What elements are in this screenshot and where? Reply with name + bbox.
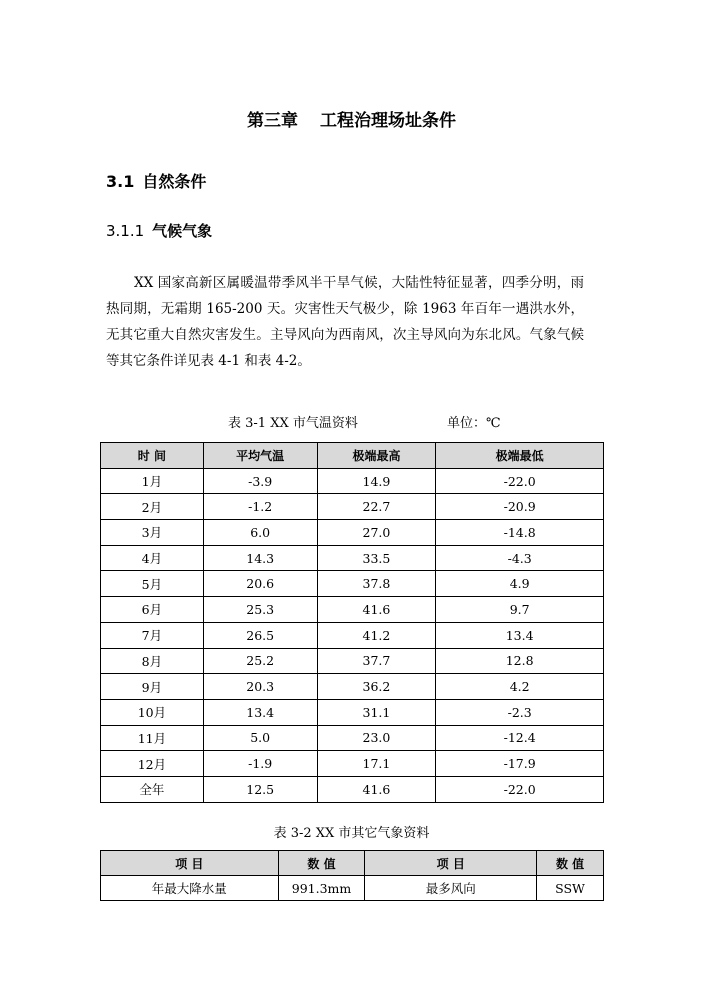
table-row xyxy=(101,520,604,546)
cell-month: 1月 xyxy=(101,468,204,494)
table-row xyxy=(101,751,604,777)
header-max-temp: 极端最高 xyxy=(317,443,436,469)
cell-min-temp: -12.4 xyxy=(436,725,604,751)
cell-avg-temp: 25.3 xyxy=(203,597,317,623)
cell-avg-temp: 13.4 xyxy=(203,699,317,725)
cell-month: 9月 xyxy=(101,674,204,700)
cell-max-temp: 37.8 xyxy=(317,571,436,597)
header-item: 项 目 xyxy=(365,851,537,876)
table1-unit: 单位：℃ xyxy=(447,416,501,431)
table-row xyxy=(101,597,604,623)
section-heading xyxy=(106,169,206,192)
cell-max-temp: 36.2 xyxy=(317,674,436,700)
cell-min-temp: -20.9 xyxy=(436,494,604,520)
cell-avg-temp: 14.3 xyxy=(203,545,317,571)
cell-month: 5月 xyxy=(101,571,204,597)
table-row xyxy=(101,545,604,571)
cell-month: 4月 xyxy=(101,545,204,571)
cell-avg-temp: 26.5 xyxy=(203,622,317,648)
cell-avg-temp: 25.2 xyxy=(203,648,317,674)
header-min-temp: 极端最低 xyxy=(436,443,604,469)
cell-max-temp: 37.7 xyxy=(317,648,436,674)
subsection-number: 3.1.1 xyxy=(106,222,145,240)
header-avg-temp: 平均气温 xyxy=(203,443,317,469)
cell-min-temp: -2.3 xyxy=(436,699,604,725)
cell-max-temp: 33.5 xyxy=(317,545,436,571)
cell-item: 年最大降水量 xyxy=(101,876,279,901)
cell-min-temp: -22.0 xyxy=(436,468,604,494)
other-weather-table xyxy=(100,850,604,901)
cell-min-temp: 9.7 xyxy=(436,597,604,623)
cell-min-temp: 12.8 xyxy=(436,648,604,674)
table-header-row xyxy=(101,851,604,876)
table-header-row xyxy=(101,443,604,469)
subsection-heading xyxy=(106,220,212,241)
cell-avg-temp: 6.0 xyxy=(203,520,317,546)
table-row xyxy=(101,776,604,802)
table-row xyxy=(101,674,604,700)
cell-avg-temp: 20.6 xyxy=(203,571,317,597)
section-title: 自然条件 xyxy=(142,172,207,191)
subsection-title: 气候气象 xyxy=(152,222,213,240)
table-row xyxy=(101,468,604,494)
cell-max-temp: 23.0 xyxy=(317,725,436,751)
cell-max-temp: 31.1 xyxy=(317,699,436,725)
table-row xyxy=(101,876,604,901)
cell-avg-temp: -3.9 xyxy=(203,468,317,494)
cell-max-temp: 41.6 xyxy=(317,597,436,623)
cell-month: 8月 xyxy=(101,648,204,674)
section-number: 3.1 xyxy=(106,172,135,191)
cell-max-temp: 27.0 xyxy=(317,520,436,546)
cell-value: SSW xyxy=(537,876,604,901)
cell-min-temp: -4.3 xyxy=(436,545,604,571)
cell-item: 最多风向 xyxy=(365,876,537,901)
cell-min-temp: 4.9 xyxy=(436,571,604,597)
cell-avg-temp: -1.2 xyxy=(203,494,317,520)
header-item: 项 目 xyxy=(101,851,279,876)
chapter-heading xyxy=(0,106,703,131)
table2-caption: 表 3-2 XX 市其它气象资料 xyxy=(273,826,430,841)
chapter-title: 工程治理场址条件 xyxy=(320,111,456,131)
cell-min-temp: -17.9 xyxy=(436,751,604,777)
cell-min-temp: 4.2 xyxy=(436,674,604,700)
header-value: 数 值 xyxy=(537,851,604,876)
table-row xyxy=(101,622,604,648)
cell-avg-temp: 12.5 xyxy=(203,776,317,802)
cell-avg-temp: 5.0 xyxy=(203,725,317,751)
header-time: 时 间 xyxy=(101,443,204,469)
cell-max-temp: 41.2 xyxy=(317,622,436,648)
cell-month: 12月 xyxy=(101,751,204,777)
cell-max-temp: 17.1 xyxy=(317,751,436,777)
table-row xyxy=(101,725,604,751)
table-row xyxy=(101,699,604,725)
cell-month: 2月 xyxy=(101,494,204,520)
header-value: 数 值 xyxy=(278,851,365,876)
climate-paragraph: XX 国家高新区属暖温带季风半干旱气候，大陆性特征显著，四季分明，雨热同期，无霜期 165-200 天。灾害性天气极少，除 1963 年百年一遇洪水外，无其它重大自然灾害发生。主导风向为西南风，次主导风向为东北风。气象气候等其它条件详见表 4-1 和表 4-2。 xyxy=(106,275,584,369)
cell-avg-temp: -1.9 xyxy=(203,751,317,777)
cell-month: 7月 xyxy=(101,622,204,648)
cell-month: 10月 xyxy=(101,699,204,725)
table-row xyxy=(101,648,604,674)
cell-month: 3月 xyxy=(101,520,204,546)
table-row xyxy=(101,494,604,520)
table1-caption: 表 3-1 XX 市气温资料 xyxy=(228,416,358,431)
temperature-table xyxy=(100,442,604,803)
cell-value: 991.3mm xyxy=(278,876,365,901)
cell-avg-temp: 20.3 xyxy=(203,674,317,700)
cell-min-temp: -22.0 xyxy=(436,776,604,802)
cell-min-temp: 13.4 xyxy=(436,622,604,648)
cell-min-temp: -14.8 xyxy=(436,520,604,546)
table-row xyxy=(101,571,604,597)
chapter-number: 第三章 xyxy=(247,111,298,131)
cell-month: 全年 xyxy=(101,776,204,802)
cell-max-temp: 22.7 xyxy=(317,494,436,520)
cell-max-temp: 14.9 xyxy=(317,468,436,494)
cell-month: 11月 xyxy=(101,725,204,751)
cell-max-temp: 41.6 xyxy=(317,776,436,802)
cell-month: 6月 xyxy=(101,597,204,623)
